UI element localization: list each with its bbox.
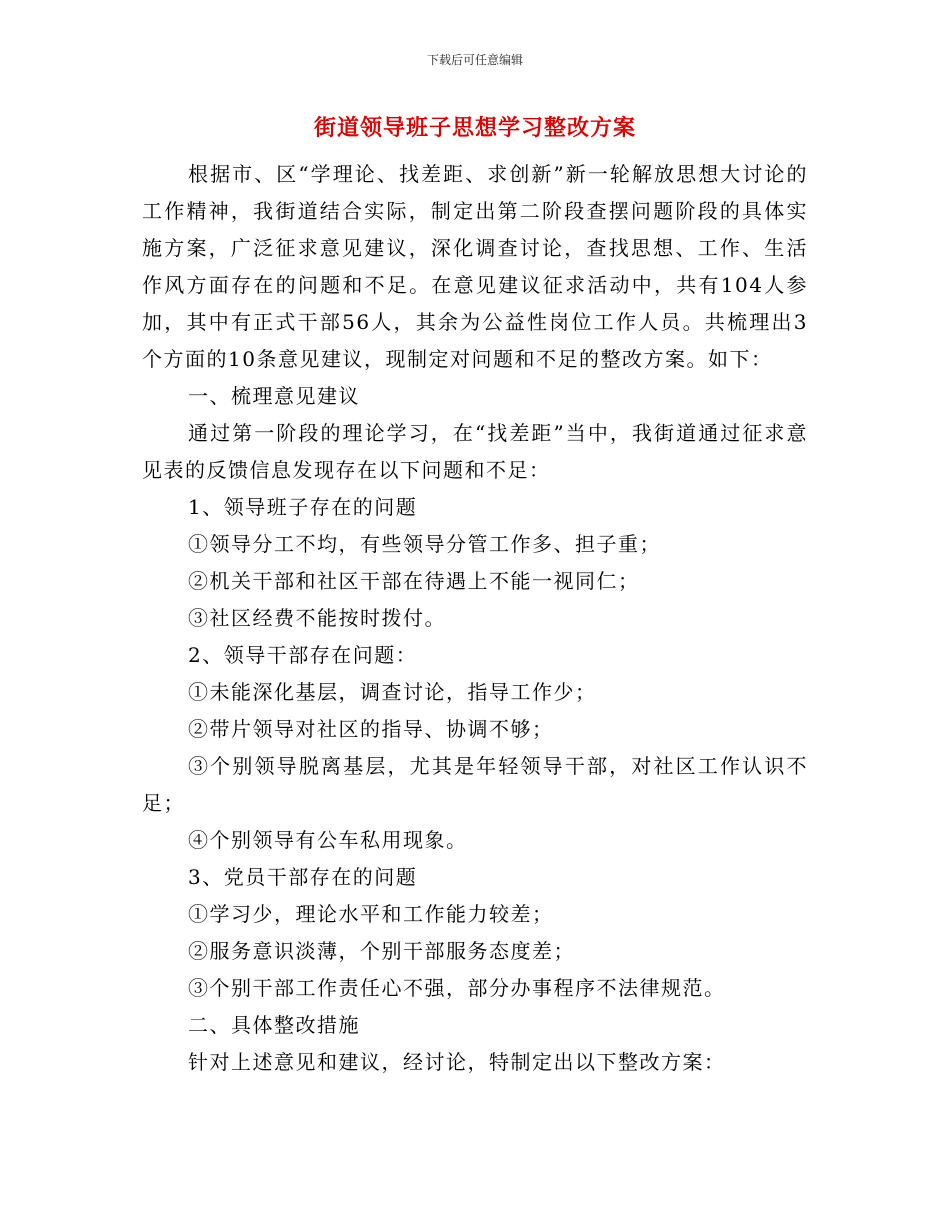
section-2-intro: 针对上述意见和建议，经讨论，特制定出以下整改方案： xyxy=(188,1050,726,1074)
section-heading-1: 一、梳理意见建议 xyxy=(188,384,360,408)
group-3-item-1: ①学习少，理论水平和工作能力较差； xyxy=(188,902,554,926)
group-2-item-1: ①未能深化基层，调查讨论，指导工作少； xyxy=(188,680,597,704)
group-2-item-2: ②带片领导对社区的指导、协调不够； xyxy=(188,717,554,741)
group-3-title: 3、党员干部存在的问题 xyxy=(188,865,418,889)
section-1-intro: 通过第一阶段的理论学习，在“找差距”当中，我街道通过征求意见表的反馈信息发现存在以下问题和不足： xyxy=(142,421,808,482)
document-body xyxy=(142,156,808,1081)
group-1-item-3: ③社区经费不能按时拨付。 xyxy=(188,606,446,630)
header-note: 下载后可任意编辑 xyxy=(426,53,523,67)
section-heading-2: 二、具体整改措施 xyxy=(188,1013,360,1037)
group-1-item-2: ②机关干部和社区干部在待遇上不能一视同仁； xyxy=(188,569,640,593)
group-2-title: 2、领导干部存在问题： xyxy=(188,643,418,667)
intro-paragraph: 根据市、区“学理论、找差距、求创新”新一轮解放思想大讨论的工作精神，我街道结合实际，制定出第二阶段查摆问题阶段的具体实施方案，广泛征求意见建议，深化调查讨论，查找思想、工作、生活作风方面存在的问题和不足。在意见建议征求活动中，共有104人参加，其中有正式干部56人，其余为公益性岗位工作人员。共梳理出3个方面的10条意见建议，现制定对问题和不足的整改方案。如下： xyxy=(142,162,808,371)
group-2-item-4: ④个别领导有公车私用现象。 xyxy=(188,828,468,852)
group-3-item-3: ③个别干部工作责任心不强，部分办事程序不法律规范。 xyxy=(188,976,726,1000)
group-1-item-1: ①领导分工不均，有些领导分管工作多、担子重； xyxy=(188,532,661,556)
document-title: 街道领导班子思想学习整改方案 xyxy=(313,115,636,141)
group-1-title: 1、领导班子存在的问题 xyxy=(188,495,418,519)
group-3-item-2: ②服务意识淡薄，个别干部服务态度差； xyxy=(188,939,575,963)
group-2-item-3: ③个别领导脱离基层，尤其是年轻领导干部，对社区工作认识不足； xyxy=(142,754,808,815)
